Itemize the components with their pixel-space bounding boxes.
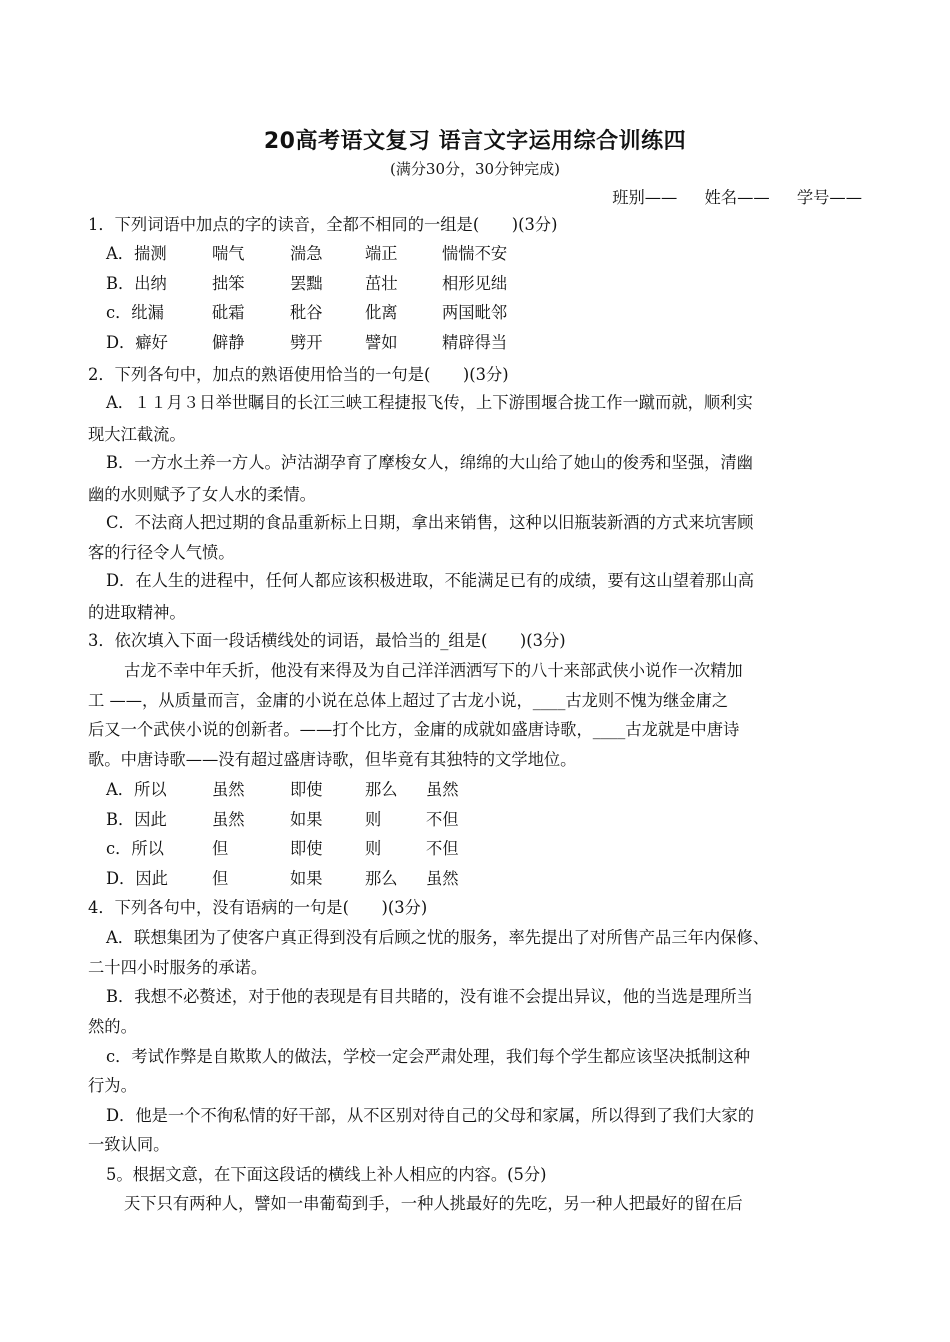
q1-option-0-0: A．揣测: [106, 244, 167, 263]
q1-option-2-2: 秕谷: [290, 303, 323, 322]
q1-option-0-1: 喘气: [212, 244, 245, 263]
q3-option-1-0: B．因此: [106, 810, 167, 829]
q4-line-6: 行为。: [88, 1076, 137, 1095]
class-field: 班别——: [612, 188, 678, 207]
q4-line-7: D．他是一个不徇私情的好干部，从不区别对待自己的父母和家属，所以得到了我们大家的: [106, 1106, 755, 1125]
q3-option-3-0: D．因此: [106, 869, 168, 888]
q3-option-2-3: 则: [365, 839, 382, 858]
q4-line-4: 然的。: [88, 1017, 137, 1036]
q3-passage-4: 歌。中唐诗歌——没有超过盛唐诗歌，但毕竟有其独特的文学地位。: [88, 750, 577, 769]
question-2-stem: 2．下列各句中，加点的熟语使用恰当的一句是( )(3分): [88, 365, 509, 384]
q1-option-2-3: 仳离: [365, 303, 398, 322]
q1-option-1-3: 茁壮: [365, 274, 398, 293]
q1-option-1-2: 罢黜: [290, 274, 323, 293]
q1-option-3-4: 精辟得当: [442, 333, 508, 352]
q3-option-2-2: 即使: [290, 839, 323, 858]
q3-option-3-4: 虽然: [426, 869, 459, 888]
q1-option-3-3: 譬如: [365, 333, 398, 352]
q3-option-3-1: 但: [212, 869, 229, 888]
q2-line-3: B．一方水土养一方人。泸沽湖孕育了摩梭女人，绵绵的大山给了她山的俊秀和坚强，清幽: [106, 453, 753, 472]
q3-passage-3: 后又一个武侠小说的创新者。——打个比方，金庸的成就如盛唐诗歌，____古龙就是中唐诗: [88, 720, 740, 739]
q3-option-0-3: 那么: [365, 780, 398, 799]
q1-option-2-0: c．纰漏: [106, 303, 164, 322]
q1-option-2-4: 两国毗邻: [442, 303, 508, 322]
id-field: 学号——: [796, 188, 862, 207]
q2-line-2: 现大江截流。: [88, 425, 186, 444]
q1-option-3-2: 劈开: [290, 333, 323, 352]
q3-option-2-4: 不但: [426, 839, 459, 858]
q1-option-1-1: 拙笨: [212, 274, 245, 293]
q4-line-5: c．考试作弊是自欺欺人的做法，学校一定会严肃处理，我们每个学生都应该坚决抵制这种: [106, 1047, 751, 1066]
q1-option-0-3: 端正: [365, 244, 398, 263]
q3-option-1-1: 虽然: [212, 810, 245, 829]
q2-line-7: D．在人生的进程中，任何人都应该积极进取，不能满足已有的成绩，要有这山望着那山高: [106, 571, 755, 590]
page-title: 20高考语文复习 语言文字运用综合训练四: [263, 129, 687, 154]
q1-option-3-1: 僻静: [212, 333, 245, 352]
q4-line-2: 二十四小时服务的承诺。: [88, 958, 268, 977]
question-5-stem: 5。根据文意，在下面这段话的横线上补人相应的内容。(5分): [106, 1165, 547, 1184]
q5-line-1: 天下只有两种人，譬如一串葡萄到手，一种人挑最好的先吃，另一种人把最好的留在后: [124, 1194, 743, 1213]
q3-option-0-4: 虽然: [426, 780, 459, 799]
question-3-stem: 3．依次填入下面一段话横线处的词语，最恰当的_组是( )(3分): [88, 631, 566, 650]
q3-option-2-0: c．所以: [106, 839, 164, 858]
question-4-stem: 4．下列各句中，没有语病的一句是( )(3分): [88, 898, 428, 917]
q4-line-1: A．联想集团为了使客户真正得到没有后顾之忧的服务，率先提出了对所售产品三年内保修、: [106, 928, 770, 947]
q1-option-0-2: 湍急: [290, 244, 323, 263]
student-info: [590, 187, 862, 209]
q3-option-0-0: A．所以: [106, 780, 167, 799]
question-1-stem: 1．下列词语中加点的字的读音，全都不相同的一组是( )(3分): [88, 215, 558, 234]
q3-option-3-3: 那么: [365, 869, 398, 888]
q1-option-2-1: 砒霜: [212, 303, 245, 322]
q2-line-5: C．不法商人把过期的食品重新标上日期，拿出来销售，这种以旧瓶装新酒的方式来坑害顾: [106, 513, 754, 532]
q3-passage-2: 工 ——，从质量而言，金庸的小说在总体上超过了古龙小说，____古龙则不愧为继金庸之: [88, 691, 729, 710]
q3-option-1-4: 不但: [426, 810, 459, 829]
page-subtitle: (满分30分，30分钟完成): [390, 160, 560, 178]
name-field: 姓名——: [704, 188, 770, 207]
q2-line-6: 客的行径令人气愤。: [88, 543, 235, 562]
q3-option-0-2: 即使: [290, 780, 323, 799]
q3-option-1-2: 如果: [290, 810, 323, 829]
q3-passage-1: 古龙不幸中年夭折，他没有来得及为自己洋洋洒洒写下的八十来部武侠小说作一次精加: [124, 661, 743, 680]
q3-option-0-1: 虽然: [212, 780, 245, 799]
q1-option-1-4: 相形见绌: [442, 274, 508, 293]
q3-option-2-1: 但: [212, 839, 229, 858]
q4-line-3: B．我想不必赘述，对于他的表现是有目共睹的，没有谁不会提出异议，他的当选是理所当: [106, 987, 753, 1006]
q3-option-3-2: 如果: [290, 869, 323, 888]
q4-line-8: 一致认同。: [88, 1135, 170, 1154]
q1-option-3-0: D．癖好: [106, 333, 168, 352]
q2-line-1: A．１１月３日举世瞩目的长江三峡工程捷报飞传，上下游围堰合拢工作一蹴而就，顺利实: [106, 393, 753, 412]
q3-option-1-3: 则: [365, 810, 382, 829]
q2-line-4: 幽的水则赋予了女人水的柔情。: [88, 485, 316, 504]
q1-option-1-0: B．出纳: [106, 274, 167, 293]
q2-line-8: 的进取精神。: [88, 603, 186, 622]
q1-option-0-4: 惴惴不安: [442, 244, 508, 263]
